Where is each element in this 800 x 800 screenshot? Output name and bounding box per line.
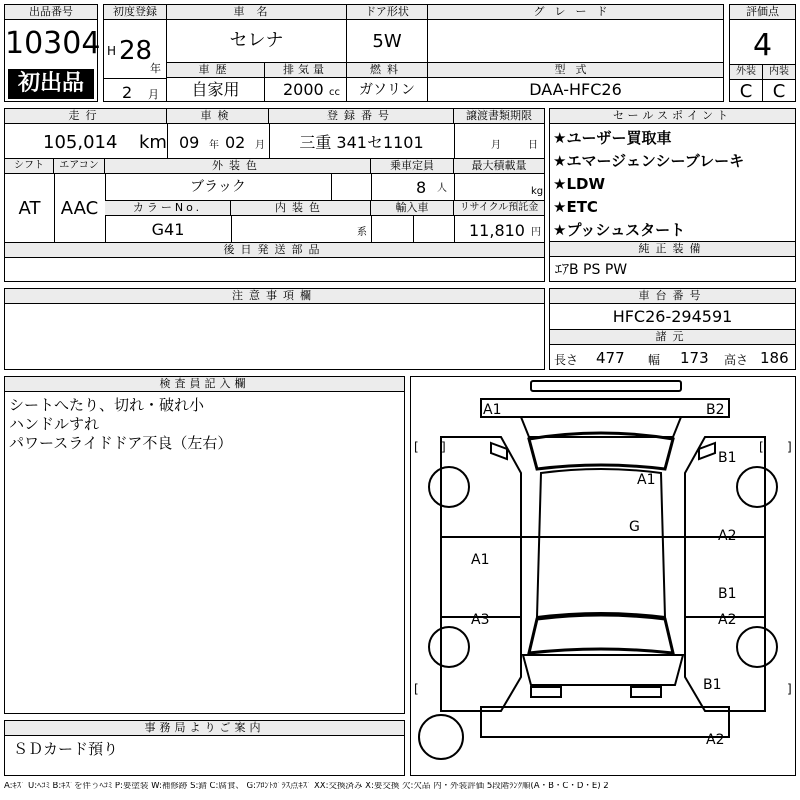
- max-load-unit: kg: [531, 186, 544, 197]
- svg-text:[: [: [414, 440, 419, 454]
- displacement-unit: cc: [329, 87, 340, 98]
- sales-points-label: セールスポイント: [550, 109, 795, 124]
- height-value: 186: [760, 349, 789, 367]
- dims-label: 諸元: [550, 330, 795, 345]
- first-reg-month: 2: [122, 83, 133, 102]
- genuine-label: 純正装備: [550, 242, 795, 257]
- history-box: [166, 62, 265, 102]
- era: H: [107, 44, 117, 58]
- notes-label: 注意事項欄: [5, 289, 544, 304]
- sales-point-item: ★LDW: [553, 175, 606, 193]
- later-parts-label: 後日発送部品: [5, 243, 544, 258]
- color-no-label: カラーNo.: [105, 201, 231, 216]
- score-label: 評価点: [730, 5, 795, 20]
- ext-color-value: ブラック: [190, 179, 246, 195]
- capacity-unit: 人: [437, 183, 447, 194]
- damage-mark: A2: [718, 528, 737, 544]
- score-box: [729, 4, 796, 102]
- office-value: ＳＤカード預り: [13, 740, 119, 758]
- sales-points-box: [549, 108, 796, 242]
- inspector-label: 検査員記入欄: [5, 377, 404, 392]
- model-label: 型式: [428, 63, 723, 78]
- damage-mark: B1: [703, 677, 722, 693]
- svg-text:[: [: [414, 682, 419, 696]
- displacement-value: 2000: [283, 80, 324, 99]
- sales-point-item: ★ETC: [553, 198, 598, 216]
- displacement-box: [264, 62, 347, 102]
- first-reg-box: [103, 4, 167, 102]
- sales-point-item: ★ユーザー買取車: [553, 129, 672, 147]
- width-value: 173: [680, 349, 709, 367]
- office-box: [4, 720, 405, 776]
- int-color-label: 内装色: [231, 201, 371, 216]
- inspector-box: [4, 376, 405, 714]
- svg-text:]: ]: [787, 440, 792, 454]
- car-name-box: [166, 4, 347, 63]
- int-color-unit: 系: [357, 227, 367, 238]
- mileage-label: 走行: [5, 109, 167, 124]
- inspection-label: 車検: [167, 109, 269, 124]
- insp-month-unit: 月: [255, 140, 265, 151]
- width-label: 幅: [648, 353, 661, 367]
- model-box: [427, 62, 724, 102]
- int-grade: C: [772, 81, 786, 102]
- model-value: DAA-HFC26: [529, 80, 622, 99]
- grade-box: [427, 4, 724, 63]
- damage-mark: B1: [718, 450, 737, 466]
- ext-grade: C: [739, 81, 753, 102]
- chassis-box: [549, 288, 796, 370]
- history-value: 自家用: [191, 80, 240, 99]
- reg-no-label: 登録番号: [269, 109, 454, 124]
- transfer-month-unit: 月: [491, 140, 501, 151]
- ac-label: エアコン: [54, 159, 105, 174]
- import-label: 輸入車: [371, 201, 454, 216]
- lot-box: [4, 4, 101, 102]
- history-label: 車歴: [167, 63, 264, 78]
- first-reg-label: 初度登録: [104, 5, 166, 20]
- insp-year: 09: [179, 133, 200, 152]
- grade-label: グレード: [428, 5, 723, 20]
- lot-label: 出品番号: [5, 5, 97, 20]
- door-type: 5W: [372, 31, 402, 52]
- month-unit: 月: [148, 88, 159, 101]
- max-load-label: 最大積載量: [454, 159, 544, 174]
- genuine-box: [549, 241, 796, 282]
- genuine-value: ｴｱB PS PW: [555, 262, 628, 278]
- damage-mark: A2: [718, 612, 737, 628]
- insp-month: 02: [225, 133, 246, 152]
- damage-mark: G: [629, 519, 640, 535]
- int-label: 内装: [763, 65, 795, 80]
- inspector-line: パワースライドドア不良（左右）: [9, 434, 233, 452]
- color-no-value: G41: [151, 220, 185, 239]
- svg-text:]: ]: [441, 440, 446, 454]
- svg-text:[: [: [759, 440, 764, 454]
- legend: A:ｷｽﾞ U:ﾍｺﾐ B:ｷｽﾞを伴うﾍｺﾐ P:要塗装 W:補修跡 S:錆 C:腐食、 G:ﾌﾛﾝﾄｶﾞﾗｽ点ｷｽﾞ XX:交換済み X:要交換 欠:欠品 内・外装評価 5段階ﾗﾝｸ順(A・B・C・D・E) 2: [4, 782, 609, 791]
- recycle-label: リサイクル預託金: [454, 201, 544, 216]
- score-value: 4: [752, 28, 773, 63]
- transfer-label: 譲渡書類期限: [454, 109, 544, 124]
- svg-text:]: ]: [787, 682, 792, 696]
- details-box: [4, 108, 545, 282]
- car-name-label: 車名: [167, 5, 346, 20]
- transfer-day-unit: 日: [528, 140, 538, 151]
- damage-mark: B1: [718, 586, 737, 602]
- door-box: [346, 4, 428, 63]
- damage-mark: A1: [483, 402, 502, 418]
- damage-mark: B2: [706, 402, 725, 418]
- year-unit: 年: [150, 62, 161, 75]
- car-name: セレナ: [229, 30, 284, 51]
- damage-mark: A3: [471, 612, 490, 628]
- chassis-number: HFC26-294591: [612, 307, 733, 326]
- displacement-label: 排気量: [265, 63, 346, 78]
- reg-no-value: 三重 341セ1101: [299, 133, 424, 152]
- damage-mark: A1: [471, 552, 490, 568]
- mileage-value: 105,014: [43, 132, 118, 153]
- inspector-line: シートへたり、切れ・破れ小: [9, 396, 205, 414]
- car-diagram: [410, 376, 796, 776]
- sales-point-item: ★プッシュスタート: [553, 221, 686, 239]
- length-label: 長さ: [554, 353, 579, 367]
- capacity-value: 8: [416, 178, 427, 197]
- recycle-value: 11,810: [469, 221, 525, 240]
- capacity-label: 乗車定員: [371, 159, 454, 174]
- fuel-box: [346, 62, 428, 102]
- ext-label: 外装: [730, 65, 763, 80]
- lot-number: 10304: [5, 26, 101, 61]
- damage-mark: A1: [637, 472, 656, 488]
- insp-year-unit: 年: [209, 140, 219, 151]
- shift-label: シフト: [5, 159, 54, 174]
- damage-mark: A2: [706, 732, 725, 748]
- car-outline: [411, 377, 795, 775]
- chassis-label: 車台番号: [550, 289, 795, 304]
- first-listing-badge: 初出品: [8, 69, 94, 99]
- office-label: 事務局よりご案内: [5, 721, 404, 736]
- inspector-line: ハンドルすれ: [9, 415, 100, 433]
- recycle-unit: 円: [531, 227, 541, 238]
- first-reg-year: 28: [119, 36, 153, 66]
- ext-color-label: 外装色: [105, 159, 371, 174]
- sales-point-item: ★エマージェンシーブレーキ: [553, 152, 745, 170]
- shift-value: AT: [18, 198, 41, 219]
- mileage-unit: km: [139, 132, 167, 153]
- notes-box: [4, 288, 545, 370]
- door-label: ドア形状: [347, 5, 427, 20]
- ac-value: AAC: [60, 198, 99, 219]
- fuel-label: 燃料: [347, 63, 427, 78]
- fuel-value: ガソリン: [359, 82, 415, 98]
- height-label: 高さ: [724, 353, 749, 367]
- length-value: 477: [596, 349, 625, 367]
